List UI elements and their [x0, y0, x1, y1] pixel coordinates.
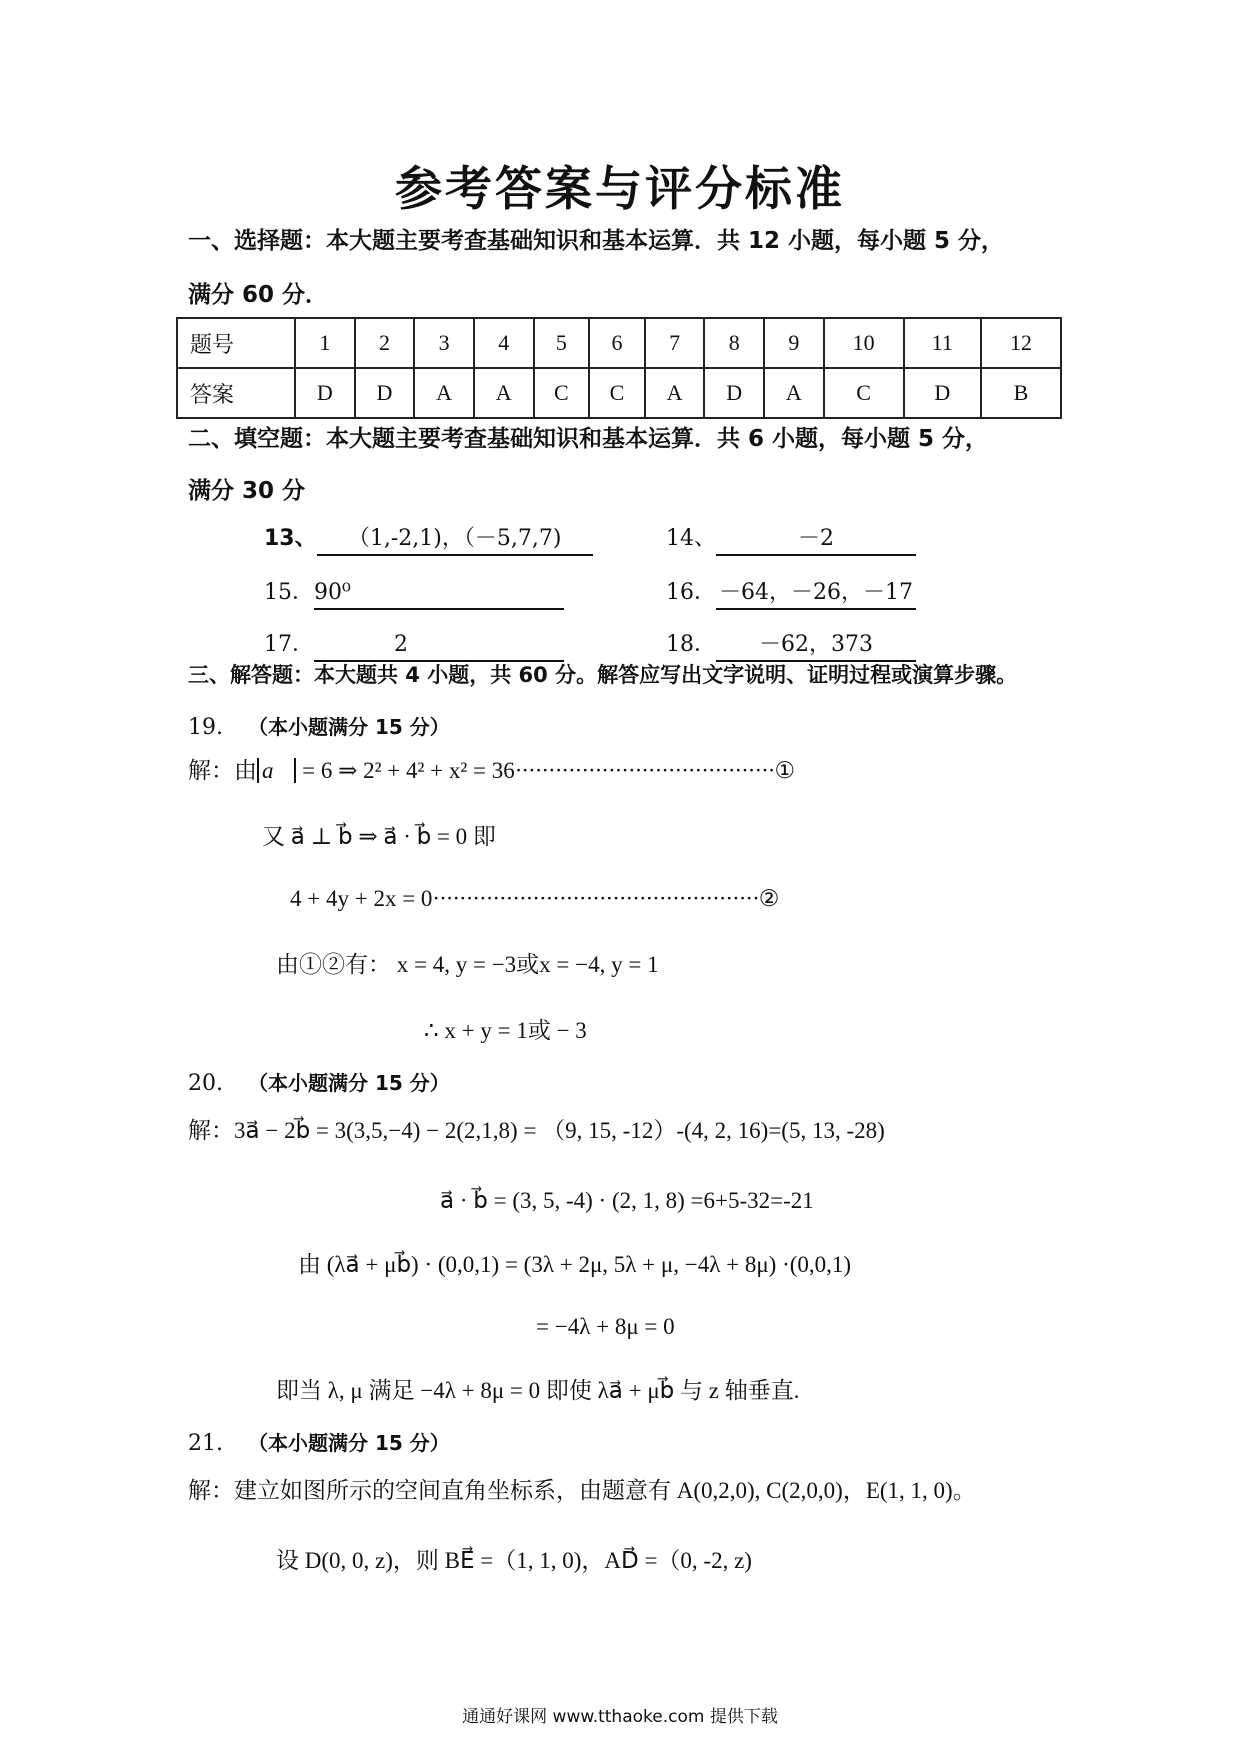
q19-line4: 由①②有： x = 4, y = −3或x = −4, y = 1 — [276, 952, 659, 977]
table-cell: C — [589, 368, 645, 418]
table-cell: D — [704, 368, 764, 418]
table-cell: A — [414, 368, 474, 418]
q16-answer-text: －64，－26，－17 — [716, 578, 916, 610]
q17-answer — [264, 630, 564, 662]
circled-mark: ② — [758, 886, 780, 911]
table-cell: D — [355, 368, 415, 418]
page-footer: 通通好课网 www.tthaoke.com 提供下载 — [462, 1707, 778, 1727]
table-cell: 1 — [295, 318, 355, 368]
q14-answer-text: －2 — [716, 524, 916, 556]
q14-label: 14、 — [666, 526, 716, 551]
q20-line1-math: 3a⃗ − 2b⃗ = 3(3,5,−4) − 2(2,1,8) = （9, 15, -12）-(4, 2, 16)=(5, 13, -28) — [234, 1118, 885, 1143]
table-cell: C — [534, 368, 590, 418]
table-cell: 11 — [904, 318, 981, 368]
table-cell: A — [764, 368, 824, 418]
table-cell: 7 — [645, 318, 705, 368]
table-cell: A — [645, 368, 705, 418]
q19-number: 19. — [188, 715, 223, 740]
q15-answer-text: 90⁰ — [314, 578, 564, 610]
q15-label: 15． — [264, 580, 314, 605]
table-cell: D — [904, 368, 981, 418]
q19-line1-math: = 6 ⇒ 2² + 4² + x² = 36 — [302, 758, 515, 783]
table-cell: C — [824, 368, 904, 418]
q20-line3: 由 (λa⃗ + μb⃗) · (0,0,1) = (3λ + 2μ, 5λ + μ, −4λ + 8μ) ·(0,0,1) — [298, 1252, 852, 1277]
dot-leader: ······································· — [514, 758, 775, 783]
q19-line1-prefix: 解：由 — [188, 758, 257, 783]
q21-header — [188, 1428, 450, 1459]
table-cell: 6 — [589, 318, 645, 368]
q16-label: 16． — [666, 580, 716, 605]
table-cell: 2 — [355, 318, 415, 368]
q19-note: （本小题满分 15 分） — [248, 715, 450, 739]
circled-mark: ① — [774, 758, 796, 783]
table-row-label: 题号 — [177, 318, 295, 368]
table-cell: 4 — [474, 318, 534, 368]
table-cell: 12 — [981, 318, 1061, 368]
table-cell: B — [981, 368, 1061, 418]
q19-line5: ∴ x + y = 1或 − 3 — [424, 1018, 587, 1043]
q20-note: （本小题满分 15 分） — [248, 1071, 450, 1095]
q13-label: 13、 — [264, 526, 317, 551]
page-title: 参考答案与评分标准 — [395, 162, 845, 217]
table-cell: D — [295, 368, 355, 418]
table-row-label: 答案 — [177, 368, 295, 418]
q19-header — [188, 712, 450, 743]
table-cell: A — [474, 368, 534, 418]
q19-line3 — [290, 884, 779, 914]
q17-label: 17． — [264, 632, 314, 657]
q14-answer — [666, 524, 916, 556]
q18-answer — [666, 630, 916, 662]
q20-line5: 即当 λ, μ 满足 −4λ + 8μ = 0 即使 λa⃗ + μb⃗ 与 z 轴垂直. — [276, 1378, 800, 1403]
table-cell: 10 — [824, 318, 904, 368]
q18-answer-text: －62，373 — [716, 630, 916, 662]
q13-answer — [264, 524, 593, 556]
q17-answer-box — [314, 630, 564, 662]
q17-answer-text: 2 — [394, 632, 408, 657]
section2-heading-line1: 二、填空题：本大题主要考查基础知识和基本运算．共 6 小题，每小题 5 分， — [188, 426, 989, 452]
q20-line1-prefix: 解： — [188, 1118, 234, 1143]
table-cell: 3 — [414, 318, 474, 368]
q21-line2: 设 D(0, 0, z)，则 BE⃗ =（1, 1, 0)，AD⃗ =（0, -2, z) — [276, 1548, 752, 1573]
section3-heading: 三、解答题：本大题共 4 小题，共 60 分。解答应写出文字说明、证明过程或演算步骤。 — [188, 663, 1018, 687]
q20-line1 — [188, 1116, 885, 1146]
section1-heading-line2: 满分 60 分． — [188, 282, 329, 308]
q20-line2: a⃗ · b⃗ = (3, 5, -4) · (2, 1, 8) =6+5-32=-21 — [440, 1188, 814, 1213]
table-cell: 8 — [704, 318, 764, 368]
section2-heading-line2: 满分 30 分 — [188, 478, 306, 504]
q13-answer-text: （1,-2,1)，（－5,7,7) — [317, 524, 593, 556]
answer-table-answer-row — [177, 368, 1061, 418]
table-cell: 9 — [764, 318, 824, 368]
answer-table-number-row — [177, 318, 1061, 368]
table-cell: 5 — [534, 318, 590, 368]
q19-line1 — [188, 756, 795, 786]
section1-heading-line1: 一、选择题：本大题主要考查基础知识和基本运算．共 12 小题，每小题 5 分， — [188, 228, 1005, 254]
q21-number: 21. — [188, 1431, 223, 1456]
dot-leader: ················································· — [432, 886, 759, 911]
q20-number: 20. — [188, 1071, 223, 1096]
q19-line2: 又 a⃗ ⊥ b⃗ ⇒ a⃗ · b⃗ = 0 即 — [262, 824, 496, 849]
q20-line4: = −4λ + 8μ = 0 — [536, 1314, 675, 1339]
abs-vector-a: a⃗ — [257, 758, 296, 783]
q19-line3-math: 4 + 4y + 2x = 0 — [290, 886, 433, 911]
q18-label: 18． — [666, 632, 716, 657]
q21-line1: 解：建立如图所示的空间直角坐标系，由题意有 A(0,2,0), C(2,0,0)，E(1, 1, 0)。 — [188, 1478, 976, 1503]
q20-header — [188, 1068, 450, 1099]
q15-answer — [264, 578, 564, 610]
q21-note: （本小题满分 15 分） — [248, 1431, 450, 1455]
q16-answer — [666, 578, 916, 610]
answer-table — [176, 317, 1062, 419]
